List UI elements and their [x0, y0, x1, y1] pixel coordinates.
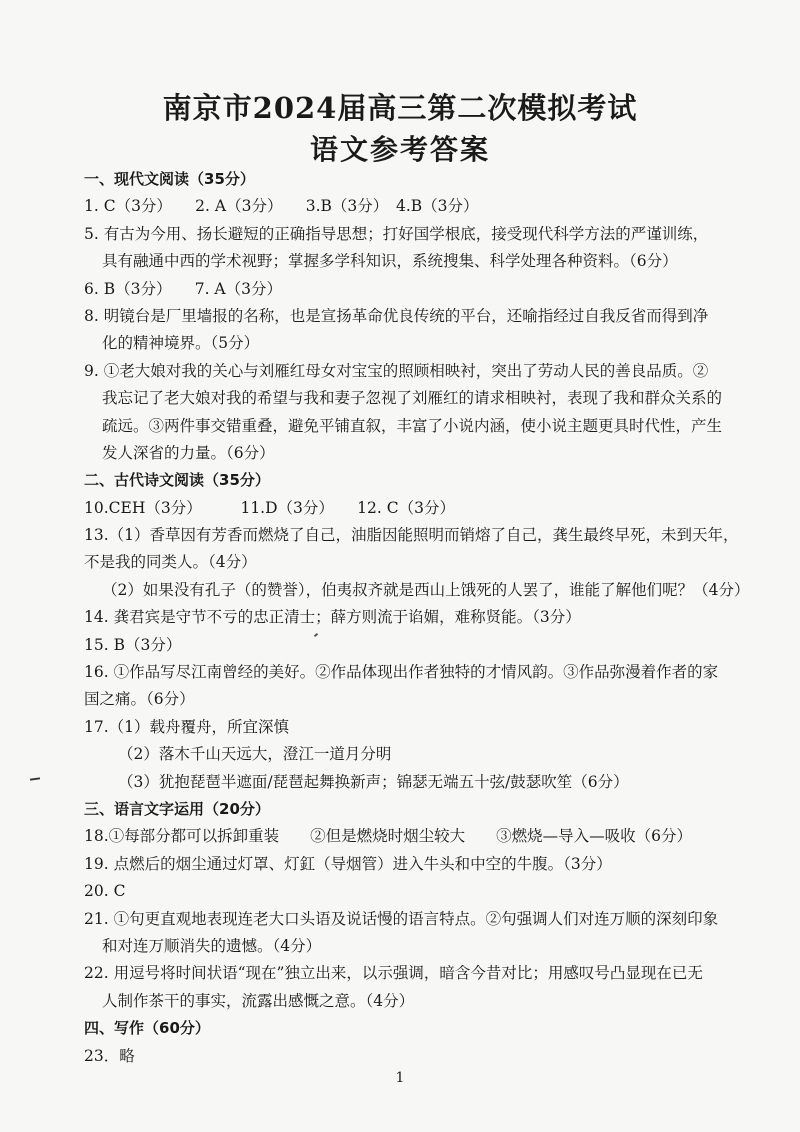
text-line [84, 988, 778, 1015]
answer-line: 具有融通中西的学术视野；掌握多学科知识，系统搜集、科学处理各种资料。（6分） [102, 252, 678, 271]
text-line [84, 549, 778, 576]
text-line [84, 467, 778, 494]
answer-line: 16. ①作品写尽江南曾经的美好。②作品体现出作者独特的才情风韵。③作品弥漫着作者的家 [84, 663, 719, 682]
section-heading: 一、现代文阅读（35分） [84, 170, 255, 188]
text-line [84, 906, 778, 933]
answer-line: 22. 用逗号将时间状语“现在”独立出来，以示强调，暗含今昔对比；用感叹号凸显现在已无 [84, 964, 703, 983]
text-line [84, 303, 778, 330]
text-line [84, 276, 778, 303]
text-line [84, 577, 778, 604]
text-line [84, 714, 778, 741]
text-line [84, 659, 778, 686]
page-number: 1 [395, 1070, 405, 1086]
section-heading: 四、写作（60分） [84, 1019, 210, 1038]
answer-content [84, 166, 778, 1070]
text-line [84, 166, 778, 193]
answer-line: 21. ①句更直观地表现连老大口头语及说话慢的语言特点。②句强调人们对连万顺的深刻印象 [84, 909, 719, 928]
text-line [84, 823, 778, 850]
answer-line: 23．略 [84, 1046, 135, 1065]
answer-line: 和对连万顺消失的遗憾。（4分） [102, 936, 322, 955]
answer-line: （2）落木千山天远大，澄江一道月分明 [118, 745, 392, 764]
text-line [84, 851, 778, 878]
text-line [84, 933, 778, 960]
answer-line: 6. B（3分） 7. A（3分） [84, 279, 282, 298]
answer-line: 13.（1）香草因有芳香而燃烧了自己，油脂因能照明而销熔了自己，龚生最终早死，未到天年， [84, 526, 739, 545]
text-line [84, 330, 778, 357]
document-title: 南京市2024届高三第二次模拟考试 [162, 91, 638, 125]
text-line [84, 440, 778, 467]
text-line [84, 796, 778, 823]
answer-line: （3）犹抱琵琶半遮面/琵琶起舞换新声；锦瑟无端五十弦/鼓瑟吹笙（6分） [118, 772, 629, 791]
text-line [84, 604, 778, 631]
text-line [84, 248, 778, 275]
answer-line: 20. C [84, 882, 126, 901]
text-line [84, 1043, 778, 1070]
answer-line: 17.（1）载舟覆舟，所宜深慎 [84, 717, 290, 736]
answer-line: （2）如果没有孔子（的赞誉），伯夷叔齐就是西山上饿死的人罢了，谁能了解他们呢？（4分） [102, 580, 750, 599]
text-line [84, 522, 778, 549]
section-heading: 三、语言文字运用（20分） [84, 799, 270, 818]
text-line [84, 358, 778, 385]
text-line [84, 741, 778, 768]
text-line [84, 960, 778, 987]
answer-line: 疏远。③两件事交错重叠，避免平铺直叙，丰富了小说内涵，使小说主题更具时代性，产生 [102, 416, 723, 435]
answer-line: 人制作茶干的事实，流露出感慨之意。（4分） [102, 991, 415, 1010]
text-line [84, 413, 778, 440]
answer-line: 8. 明镜台是厂里墙报的名称，也是宣扬革命优良传统的平台，还喻指经过自我反省而得到净 [84, 306, 709, 325]
answer-line: 国之痛。（6分） [84, 690, 195, 709]
section-heading: 二、古代诗文阅读（35分） [84, 471, 270, 490]
answer-line: 5. 有古为今用、扬长避短的正确指导思想；打好国学根底，接受现代科学方法的严谨训练， [84, 224, 709, 243]
document-subtitle: 语文参考答案 [309, 133, 490, 166]
text-line [84, 221, 778, 248]
text-line [84, 1015, 778, 1042]
answer-line: 发人深省的力量。（6分） [102, 443, 275, 462]
text-line [84, 632, 778, 659]
answer-line: 1. C（3分） 2. A（3分） 3.B（3分） 4.B（3分） [84, 197, 479, 216]
text-line [84, 385, 778, 412]
answer-line: 9. ①老大娘对我的关心与刘雁红母女对宝宝的照顾相映衬，突出了劳动人民的善良品质。② [84, 361, 709, 380]
text-line [84, 495, 778, 522]
answer-line: 化的精神境界。（5分） [102, 334, 260, 353]
text-line [84, 686, 778, 713]
answer-line: 18.①每部分都可以拆卸重装 ②但是燃烧时烟尘较大 ③燃烧—导入—吸收（6分） [84, 827, 693, 846]
answer-line: 15. B（3分） [84, 635, 182, 654]
text-line [84, 193, 778, 220]
text-line [84, 878, 778, 905]
scan-mark [30, 777, 40, 780]
answer-line: 不是我的同类人。（4分） [84, 553, 257, 572]
answer-line: 我忘记了老大娘对我的希望与我和妻子忽视了刘雁红的请求相映衬，表现了我和群众关系的 [102, 389, 723, 408]
answer-line: 10.CEH（3分） 11.D（3分） 12. C（3分） [84, 498, 455, 517]
answer-line: 14. 龚君宾是守节不亏的忠正清士；薛方则流于谄媚，难称贤能。（3分） [84, 608, 581, 627]
answer-line: 19. 点燃后的烟尘通过灯罩、灯釭（导烟管）进入牛头和中空的牛腹。（3分） [84, 854, 612, 873]
text-line [84, 769, 778, 796]
